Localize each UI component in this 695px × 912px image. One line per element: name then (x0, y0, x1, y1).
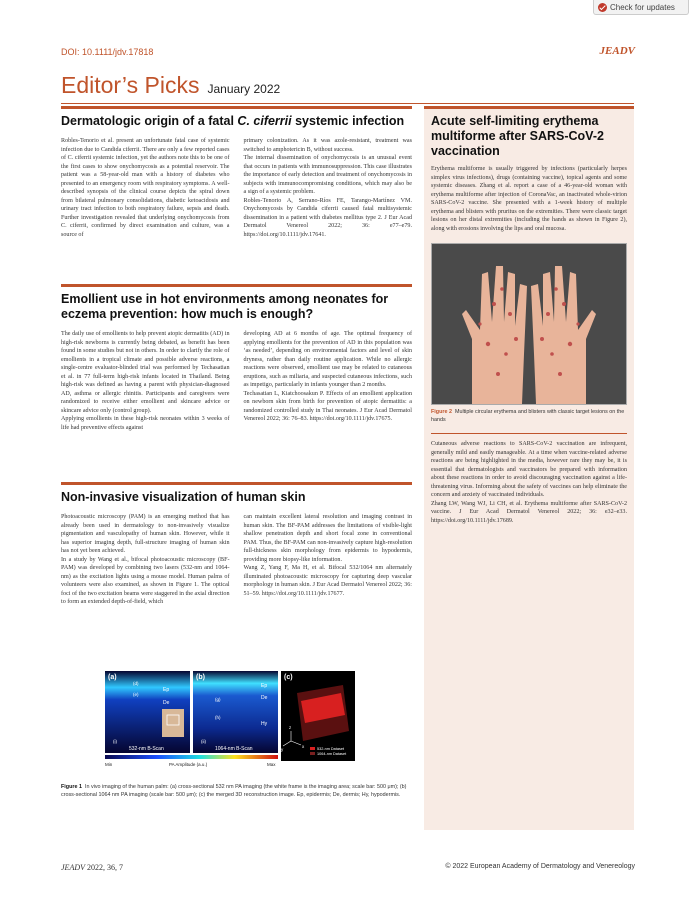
label-i: (i) (113, 739, 117, 744)
figure-1-image (105, 671, 375, 774)
label-ep-a: Ep (163, 687, 170, 693)
color-bar (105, 755, 278, 759)
hands-photo (432, 244, 626, 404)
legend-1064-swatch (310, 752, 315, 755)
axis-y-label: y (281, 747, 284, 752)
title-divider (61, 103, 634, 104)
article-column: primary colonization. As it was azole-resistant, treatment was switched to amphotericin B, without success. The internal dissemination of onychomycosis is an unusual event that occurs in patients with immunosuppression. This case illustrates the importance of early detection and treatment of onychomycosis in subjects with immunocompromising conditions, which may also be a sign of a systemic problem. Robles-Tenorio A, Serrano-Ríos FE, Tarango-Martínez VM. Onychomycosis by Candida ciferrii caused fatal multisystemic dissemination in a patient with diabetes mellitus type 2. J Eur Acad Dermatol Venereol 2022; 36: e77–e79. https://doi.org/10.1111/jdv.17641. (243, 138, 412, 238)
article-ciferrii (61, 106, 412, 239)
colorbar-min: Min (105, 762, 113, 767)
figure-2-image (431, 243, 627, 405)
legend-532-label: 532-nm Dataset (317, 747, 345, 751)
sidebar-body-3: Zhang LW, Wang WJ, Li CH, et al. Erythema multiforme after SARS-CoV-2 vaccine. J Eur Acad Dermatol Venereol 2022; 36: e32–e33. https://doi.org/10.1111/jdv.17689. (431, 500, 627, 524)
label-g: (g) (215, 697, 221, 702)
sidebar-body-2: Cutaneous adverse reactions to SARS-CoV-2 vaccination are infrequent, generally mild and easily manageable. At a time when vaccine-related adverse reactions are being highlighted in the media, however rare they may be, it is essential that dermatologists and vaccinators be prepared with information about these reactions in order to avoid discouraging vaccination against a life-threatening virus. Informing about the safety of vaccines can help eliminate the concern and anxiety of vaccinated individuals. (431, 441, 627, 498)
sidebar-divider (424, 106, 634, 109)
check-icon (598, 3, 607, 12)
article-heading: Emollient use in hot environments among neonates for eczema prevention: how much is enough? (61, 292, 389, 321)
page-title-date: January 2022 (207, 82, 281, 96)
footer-citation: JEADV 2022, 36, 7 (61, 863, 123, 872)
article-visualization (61, 482, 412, 607)
check-for-updates-label: Check for updates (610, 2, 675, 12)
article-heading: Non-invasive visualization of human skin (61, 490, 306, 504)
journal-header: JEADV (599, 45, 635, 57)
legend-1064-label: 1064-nm Dataset (317, 752, 347, 756)
article-divider (61, 284, 412, 287)
doi[interactable]: DOI: 10.1111/jdv.17818 (61, 47, 154, 57)
article-column: Photoacoustic microscopy (PAM) is an emerging method that has already been used in dermatology to non-invasively visualize pigmentation and vasculopathy of human skin. However, while it has superior imaging depth, full-structure imaging of human skin has not yet been achieved. In a study by Wang et al., bifocal photoacoustic microscopy (BF-PAM) was developed by combining two lasers (532-nm and 1064-nm) as the excitation lights using a mouse model. Human palms of volunteers were also examined, as shown in Figure 1. The optical foci of the two excitation beams were staggered in the axial direction to form an extended depth-of-field, which (61, 514, 230, 605)
page-title (61, 72, 280, 99)
sidebar-article-erythema (424, 106, 634, 830)
footer-copyright: © 2022 European Academy of Dermatology and Venereology (445, 863, 635, 870)
panel-a-label: (a) (108, 674, 117, 681)
scan-532-label: 532-nm B-Scan (129, 746, 164, 752)
axis-z-label: z (289, 725, 292, 730)
label-hy-b: Hy (261, 721, 268, 727)
figure-1-caption: Figure 1 In vivo imaging of the human palm: (a) cross-sectional 532 nm PA imaging (the white frame is the imaging area; scale bar: 500 μm); (b) cross-sectional 1064 nm PA imaging (scale bar: 500 μm); (c) the merged 3D reconstruction image. Ep, epidermis; De, dermis; Hy, hypodermis. (61, 784, 407, 798)
panel-b-label: (b) (196, 674, 205, 681)
label-ep-b: Ep (261, 683, 268, 689)
page-title-main: Editor’s Picks (61, 72, 200, 98)
sidebar-body-1: Erythema multiforme is usually triggered by infections (particularly herpes simplex virus infections), drugs (containing vaccine), topical agents and some systemic diseases. Zhang et al. report a case of a 46-year-old woman with erythema multiforme after injection of CoronaVac, an inactivated whole-virion SARS-CoV-2 vaccine. She presented with a 1-week history of multiple erythema and blisters with pruritus on the extremities. There were classic target lesions on her distal extremities (including the hands as shown in Figure 2), along with erosions involving the lips and oral mucosa. (431, 166, 627, 232)
article-column: developing AD at 6 months of age. The optimal frequency of applying emollients for the prevention of AD in this population was ‘as needed’, depending on environmental factors and level of skin dryness, rather than daily routine application. While no allergic reactions were observed, emollient use may be related to cutaneous eruptions, such as miliaria, and suspected cutaneous infections, such as impetigo, particularly in infants younger than 2 months. Techasatian L, Kiatchoosakun P. Effects of an emollient application on newborn skin from birth for prevention of atopic dermatitis: a randomized controlled study in Thai neonates. J Eur Acad Dermatol Venereol 2022; 36: 76–83. https://doi.org/10.1111/jdv.17675. (243, 331, 412, 422)
article-heading: Dermatologic origin of a fatal C. ciferrii systemic infection (61, 114, 405, 128)
legend-532-swatch (310, 747, 315, 750)
colorbar-label: PA Amplitude (a.u.) (169, 762, 208, 767)
label-de-b: De (261, 695, 268, 701)
label-de-a: De (163, 700, 170, 706)
article-divider (61, 482, 412, 485)
label-ii: (ii) (201, 739, 206, 744)
sidebar-caption-divider (431, 433, 627, 434)
axis-x-label: x (302, 744, 305, 749)
label-e: (e) (133, 692, 139, 697)
palm-thumbnail (162, 709, 184, 737)
check-for-updates-button[interactable] (593, 0, 689, 15)
figure-2-caption: Figure 2 Multiple circular erythema and blisters with classic target lesions on the hands (431, 409, 625, 423)
label-h: (h) (215, 715, 221, 720)
colorbar-max: Max (267, 762, 276, 767)
article-column: Robles-Tenorio et al. present an unfortunate fatal case of systemic infection due to Candida ciferrii. There are only a few reported cases of C. ciferrii systemic infection, yet the authors note this to be one of the first cases to show onychomycosis as a potential reservoir. The patient was a 58-year-old man with a history of diabetes who presented to an emergency room with respiratory symptoms. A well-described synopsis of the clinical course depicts the spiral down from bilateral pulmonary consolidations, diabetic ketoacidosis and urinary tract infection to both respiratory failure, sepsis and death. Further investigation revealed that underlying onychomycosis from C. ciferrii, confirmed by direct examination and culture, was a source of (61, 138, 230, 238)
article-column: can maintain excellent lateral resolution and imaging contrast in human skin. The BF-PAM addresses the limitations of visible-light shallow penetration depth and short focal zone in conventional PAM. Thus, the BF-PAM can non-invasively capture high-resolution full-thickness skin morphology from epidermis to hypodermis, providing more biopsy-like information. Wang Z, Yang F, Ma H, et al. Bifocal 532/1064 nm alternately illuminated photoacoustic microscopy for capturing deep vascular morphology in human skin. J Eur Acad Dermatol Venereol 2022; 36: 51–59. https://doi.org/10.1111/jdv.17677. (243, 514, 412, 597)
article-divider (61, 106, 412, 109)
article-column: The daily use of emollients to help prevent atopic dermatitis (AD) in high-risk newborns is currently being debated, as benefit has been found in some studies but not in others. In order to clarify the role of emollients in a tropical climate and possible adverse reactions, a single-centre evaluator-blinded trial was performed by Techasatian et al. in 77 full-term high-risk infants located in Thailand. Being high-risk was defined as having a parent with physician-diagnosed AD, asthma or allergic rhinitis. Participants and caregivers were randomized to receive either emollient and skincare advice or skincare advice only (control group). Applying emollients in these high-risk neonates within 3 weeks of life had preventive effects against (61, 331, 230, 431)
label-d: (d) (133, 681, 139, 686)
article-emollient (61, 284, 412, 432)
sidebar-heading: Acute self-limiting erythema multiforme after SARS-CoV-2 vaccination (431, 114, 604, 158)
scan-1064-label: 1064-nm B-Scan (215, 746, 253, 752)
panel-c-label: (c) (284, 674, 293, 681)
